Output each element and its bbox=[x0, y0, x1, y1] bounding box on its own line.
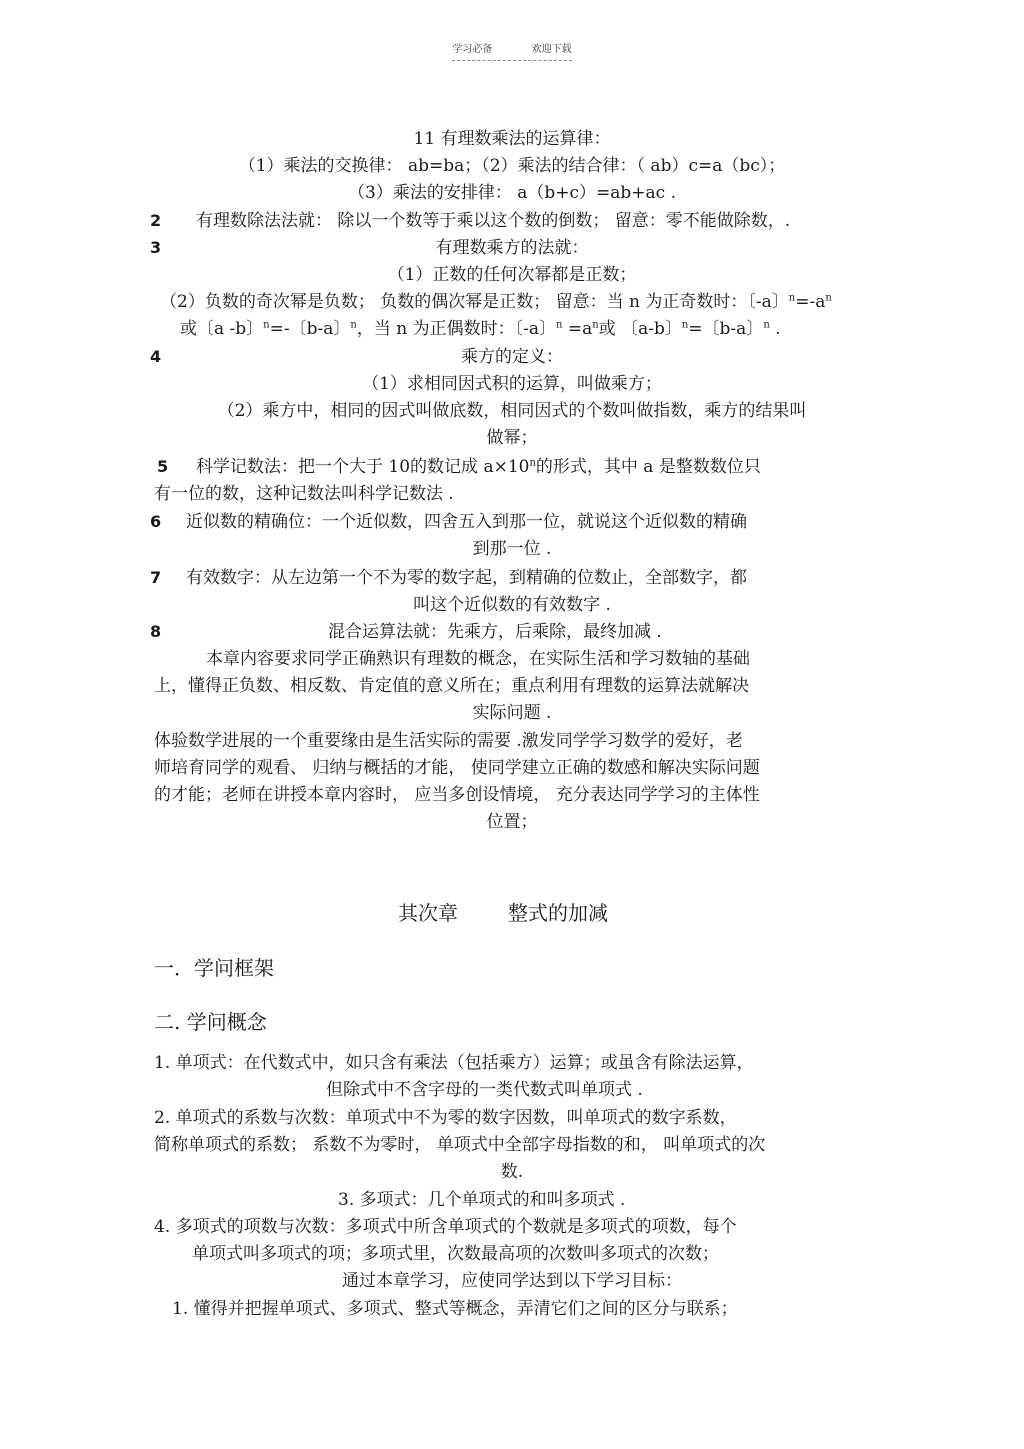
item-number: 5 bbox=[157, 457, 169, 476]
line-summary-1: 本章内容要求同学正确熟识有理数的概念，在实际生活和学习数轴的基础 bbox=[206, 649, 750, 669]
line-goal-2: 师培育同学的观看、 归纳与概括的才能， 使同学建立正确的数感和解决实际问题 bbox=[154, 758, 760, 778]
line-power-def-2b: 做幂； bbox=[486, 428, 538, 448]
header-right: 欢迎下载 bbox=[531, 44, 572, 55]
line-polynomial-terms-b: 单项式叫多项式的项；多项式里，次数最高项的次数叫多项式的次数； bbox=[192, 1244, 719, 1264]
page-header bbox=[0, 40, 1024, 55]
line-power-definition: 乘方的定义： bbox=[461, 347, 563, 367]
item-number: 7 bbox=[150, 568, 162, 587]
line-significant-digits: 有效数字：从左边第一个不为零的数字起，到精确的位数止，全部数字，都 bbox=[186, 568, 747, 588]
line-monomial-coef: 2. 单项式的系数与次数：单项式中不为零的数字因数，叫单项式的数字系数， bbox=[154, 1108, 737, 1128]
section-heading-concepts: 二. 学问概念 bbox=[154, 1010, 267, 1034]
line-polynomial-terms: 4. 多项式的项数与次数：多项式中所含单项式的个数就是多项式的项数，每个 bbox=[154, 1217, 737, 1237]
line-even-power: 或〔a -b〕$^n$=-〔b-a〕$^n$，当 n 为正偶数时：〔-a〕$^n =a^n$或 〔a-b〕$^n$=〔b-a〕$^n$ . bbox=[180, 319, 781, 339]
item-number: 2 bbox=[150, 211, 162, 230]
line-positive-power: （1）正数的任何次幂都是正数； bbox=[387, 265, 637, 285]
line-division-rule: 有理数除法法就： 除以一个数等于乘以这个数的倒数； 留意：零不能做除数，. bbox=[196, 211, 791, 231]
line-monomial-coef-c: 数. bbox=[500, 1162, 524, 1182]
header-rule bbox=[452, 60, 572, 61]
chapter-title-name: 整式的加减 bbox=[508, 901, 608, 925]
line-monomial-def: 1. 单项式：在代数式中，如只含有乘法（包括乘方）运算；或虽含有除法运算， bbox=[154, 1053, 754, 1073]
line-scientific-notation-b: 有一位的数，这种记数法叫科学记数法 . bbox=[154, 484, 454, 504]
line-power-def-1: （1）求相同因式积的运算，叫做乘方； bbox=[362, 374, 662, 394]
item-number: 3 bbox=[150, 238, 162, 257]
line-distributive: （3）乘法的安排律： a（b+c）=ab+ac . bbox=[348, 183, 676, 203]
chapter-title-number: 其次章 bbox=[398, 901, 458, 925]
line-learning-goals: 通过本章学习，应使同学达到以下学习目标： bbox=[342, 1271, 682, 1291]
line-mixed-operations: 混合运算法就：先乘方，后乘除，最终加减 . bbox=[328, 622, 662, 642]
line-summary-3: 实际问题 . bbox=[472, 703, 552, 723]
line-scientific-notation: 科学记数法：把一个大于 10的数记成 $a\times 10^n$的形式，其中 a 是整数数位只 bbox=[196, 457, 761, 477]
line-goal-3: 的才能；老师在讲授本章内容时， 应当多创设情境， 充分表达同学学习的主体性 bbox=[154, 785, 760, 805]
line-negative-power: （2）负数的奇次幂是负数； 负数的偶次幂是正数； 留意：当 n 为正奇数时：〔-a〕$^n=-a^n$ bbox=[160, 292, 832, 312]
item-number: 6 bbox=[150, 512, 162, 531]
line-monomial-def-b: 但除式中不含字母的一类代数式叫单项式 . bbox=[326, 1080, 643, 1100]
line-approx-precision-b: 到那一位 . bbox=[472, 539, 552, 559]
item-number: 8 bbox=[150, 622, 162, 641]
line-rule-11: 11 有理数乘法的运算律： bbox=[413, 129, 611, 149]
line-power-def-2: （2）乘方中，相同的因式叫做底数，相同因式的个数叫做指数，乘方的结果叫 bbox=[217, 401, 807, 421]
line-significant-digits-b: 叫这个近似数的有效数字 . bbox=[413, 595, 611, 615]
section-heading-framework: 一．学问框架 bbox=[154, 956, 274, 980]
line-polynomial-def: 3. 多项式：几个单项式的和叫多项式 . bbox=[338, 1190, 626, 1210]
line-learning-goal-1: 1. 懂得并把握单项式、多项式、整式等概念，弄清它们之间的区分与联系； bbox=[172, 1299, 738, 1319]
line-monomial-coef-b: 简称单项式的系数； 系数不为零时， 单项式中全部字母指数的和， 叫单项式的次 bbox=[154, 1135, 766, 1155]
item-number: 4 bbox=[150, 347, 162, 366]
line-power-rule: 有理数乘方的法就： bbox=[435, 238, 589, 258]
header-left: 学习必备 bbox=[452, 44, 493, 55]
line-summary-2: 上，懂得正负数、相反数、肯定值的意义所在；重点利用有理数的运算法就解决 bbox=[154, 676, 749, 696]
line-commutative: （1）乘法的交换律： ab=ba；（2）乘法的结合律：（ ab）c=a（bc）； bbox=[238, 156, 786, 176]
line-goal-4: 位置； bbox=[486, 812, 538, 832]
line-goal-1: 体验数学进展的一个重要缘由是生活实际的需要 .激发同学学习数学的爱好，老 bbox=[154, 731, 743, 751]
line-approx-precision: 近似数的精确位：一个近似数，四舍五入到那一位，就说这个近似数的精确 bbox=[186, 512, 747, 532]
